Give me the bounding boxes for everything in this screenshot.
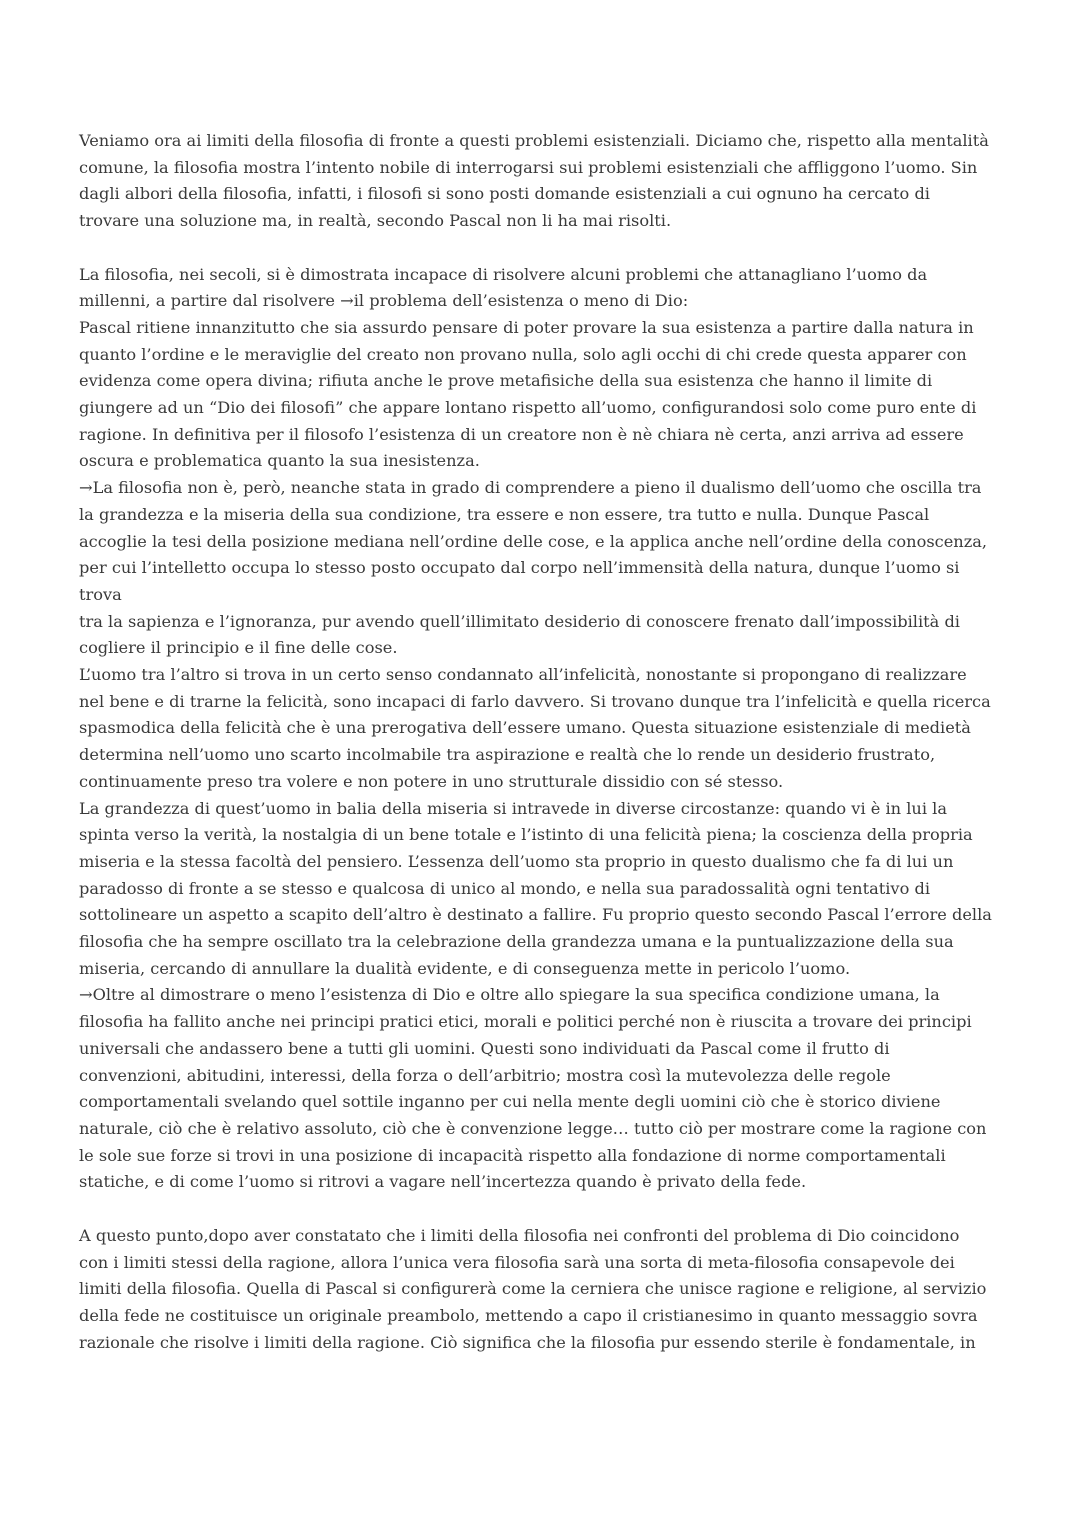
paragraph-intro: Veniamo ora ai limiti della filosofia di fronte a questi problemi esistenziali. Diciamo che, rispetto alla mentalità comune, la filosofia mostra l’intento nobile di interrogarsi sui problemi esistenziali che affliggono l’uomo. Sin dagli albori della filosofia, infatti, i filosofi si sono posti domande esistenziali a cui ognuno ha cercato di trovare una soluzione ma, in realtà, secondo Pascal non li ha mai risolti. — [79, 131, 989, 231]
paragraph-spacer — [79, 235, 1014, 262]
paragraph-conclusion: A questo punto,dopo aver constatato che i limiti della filosofia nei confronti del problema di Dio coincidono con i limiti stessi della ragione, allora l’unica vera filosofia sarà una sorta di meta-filosofia consapevole dei limiti della filosofia. Quella di Pascal si configurerà come la cerniera che unisce ragione e religione, al servizio della fede ne costituisce un originale preambolo, mettendo a capo il cristianesimo in quanto messaggio sovra razionale che risolve i limiti della ragione. Ciò significa che la filosofia pur essendo sterile è fondamentale, in — [79, 1225, 987, 1352]
paragraph-spacer — [79, 1196, 1014, 1223]
document-body — [79, 128, 1014, 1356]
paragraph-limits: La filosofia, nei secoli, si è dimostrata incapace di risolvere alcuni problemi che attanagliano l’uomo da millenni, a partire dal risolvere →il problema dell’esistenza o meno di Dio: Pascal ritiene innanzitutto che sia assurdo pensare di poter provare la sua esistenza a partire dalla natura in quanto l’ordine e le meraviglie del creato non provano nulla, solo agli occhi di chi crede questa apparer con evidenza come opera divina; rifiuta anche le prove metafisiche della sua esistenza che hanno il limite di giungere ad un “Dio dei filosofi” che appare lontano rispetto all’uomo, configurandosi solo come puro ente di ragione. In definitiva per il filosofo l’esistenza di un creatore non è nè chiara nè certa, anzi arriva ad essere oscura e problematica quanto la sua inesistenza. →La filosofia non è, però, neanche stata in grado di comprendere a pieno il dualismo dell’uomo che oscilla tra la grandezza e la miseria della sua condizione, tra essere e non essere, tra tutto e nulla. Dunque Pascal accoglie la tesi della posizione mediana nell’ordine delle cose, e la applica anche nell’ordine della conoscenza, per cui l’intelletto occupa lo stesso posto occupato dal corpo nell’immensità della natura, dunque l’uomo si trova tra la sapienza e l’ignoranza, pur avendo quell’illimitato desiderio di conoscere frenato dall’impossibilità di cogliere il principio e il fine delle cose. L’uomo tra l’altro si trova in un certo senso condannato all’infelicità, nonostante si propongano di realizzare nel bene e di trarne la felicità, sono incapaci di farlo davvero. Si trovano dunque tra l’infelicità e quella ricerca spasmodica della felicità che è una prerogativa dell’essere umano. Questa situazione esistenziale di medietà determina nell’uomo uno scarto incolmabile tra aspirazione e realtà che lo rende un desiderio frustrato, continuamente preso tra volere e non potere in uno strutturale dissidio con sé stesso. La grandezza di quest’uomo in balia della miseria si intravede in diverse circostanze: quando vi è in lui la spinta verso la verità, la nostalgia di un bene totale e l’istinto di una felicità piena; la coscienza della propria miseria e la stessa facoltà del pensiero. L’essenza dell’uomo sta proprio in questo dualismo che fa di lui un paradosso di fronte a se stesso e qualcosa di unico al mondo, e nella sua paradossalità ogni tentativo di sottolineare un aspetto a scapito dell’altro è destinato a fallire. Fu proprio questo secondo Pascal l’errore della filosofia che ha sempre oscillato tra la celebrazione della grandezza umana e la puntualizzazione della sua miseria, cercando di annullare la dualità evidente, e di conseguenza mette in pericolo l’uomo. →Oltre al dimostrare o meno l’esistenza di Dio e oltre allo spiegare la sua specifica condizione umana, la filosofia ha fallito anche nei principi pratici etici, morali e politici perché non è riuscita a trovare dei principi universali che andassero bene a tutti gli uomini. Questi sono individuati da Pascal come il frutto di convenzioni, abitudini, interessi, della forza o dell’arbitrio; mostra così la mutevolezza delle regole comportamentali svelando quel sottile inganno per cui nella mente degli uomini ciò che è storico diviene naturale, ciò che è relativo assoluto, ciò che è convenzione legge… tutto ciò per mostrare come la ragione con le sole sue forze si trovi in una posizione di incapacità rispetto alla fondazione di norme comportamentali statiche, e di come l’uomo si ritrovi a vagare nell’incertezza quando è privato della fede. — [79, 264, 992, 1192]
